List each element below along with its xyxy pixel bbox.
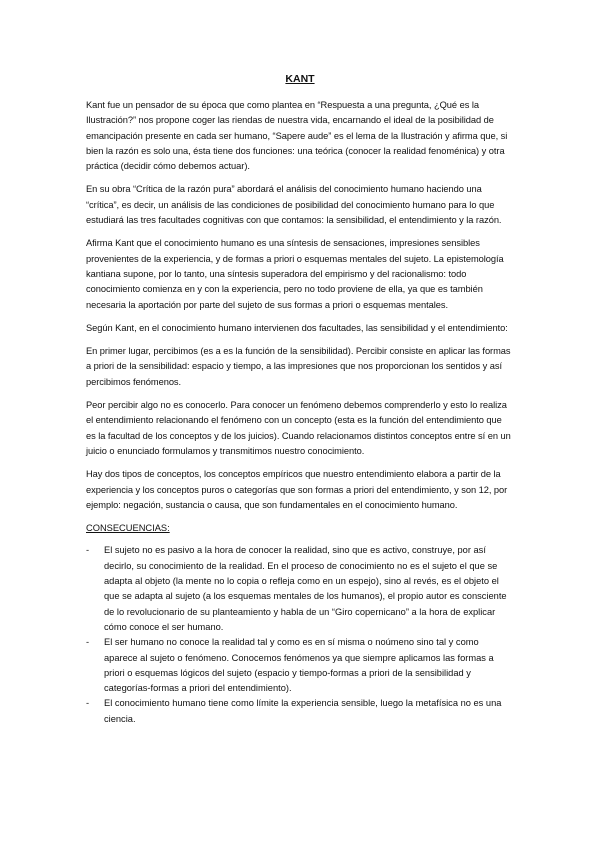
paragraph-entendimiento: Peor percibir algo no es conocerlo. Para conocer un fenómeno debemos comprenderlo y esto lo realiza el entendimiento relacionando el fenómeno con un concepto (esta es la función del entendimiento que es la facultad de los conceptos y de los juicios). Cuando relacionamos distintos conceptos entre sí en un juicio o enunciado formulamos y transmitimos nuestro conocimiento.	[86, 400, 511, 456]
list-item	[86, 635, 514, 696]
paragraph-critica: En su obra “Crítica de la razón pura” abordará el análisis del conocimiento humano haciendo una “crítica”, es decir, un análisis de las condiciones de posibilidad del conocimiento humano para lo que estudiará las tres facultades cognitivas con que contamos: la sensibilidad, el entendimiento y la razón.	[86, 184, 502, 226]
bullet-marker: -	[86, 637, 90, 648]
bullet-marker: -	[86, 545, 90, 556]
consequences-list	[86, 543, 514, 727]
paragraph-sintesis: Afirma Kant que el conocimiento humano es una síntesis de sensaciones, impresiones sensibles provenientes de la experiencia, y de formas a priori o esquemas mentales del sujeto. La epistemología kantiana supone, por lo tanto, una síntesis superadora del empirismo y del racionalismo: todo conocimiento comienza en y con la experiencia, pero no todo proviene de ella, ya que es también necesaria la aportación por parte del sujeto de sus formas a priori o esquemas mentales.	[86, 238, 504, 310]
paragraph-conceptos: Hay dos tipos de conceptos, los conceptos empíricos que nuestro entendimiento elabora a partir de la experiencia y los conceptos puros o categorías que son formas a priori del entendimiento, y son 12, por ejemplo: negación, sustancia o causa, que son fundamentales en el conocimiento humano.	[86, 469, 508, 510]
bullet-marker: -	[86, 698, 90, 709]
paragraph-sensibilidad: En primer lugar, percibimos (es a es la función de la sensibilidad). Percibir consiste en aplicar las formas a priori de la sensibilidad: espacio y tiempo, a las impresiones que nos proporcionan los sentidos y así percibimos fenómenos.	[86, 346, 511, 387]
list-item	[86, 696, 514, 727]
consequences-heading: CONSECUENCIAS:	[86, 523, 170, 534]
paragraph-intro: Kant fue un pensador de su época que como plantea en “Respuesta a una pregunta, ¿Qué es la Ilustración?” nos propone coger las riendas de nuestra vida, encarnando el ideal de la posibilidad de emancipación presente en cada ser humano, “Sapere aude” es el lema de la Ilustración y afirma que, si bien la razón es solo una, ésta tiene dos funciones: una teórica (conocer la realidad fenoménica) y otra práctica (decidir cómo debemos actuar).	[86, 100, 508, 172]
list-item-text: El conocimiento humano tiene como límite la experiencia sensible, luego la metafísica no es una ciencia.	[104, 698, 502, 724]
list-item-text: El ser humano no conoce la realidad tal y como es en sí misma o noúmeno sino tal y como aparece al sujeto o fenómeno. Conocemos fenómenos ya que siempre aplicamos las formas a priori o esquemas lógicos del sujeto (espacio y tiempo-formas a priori de la sensibilidad y categorías-formas a priori del entendimiento).	[104, 637, 494, 694]
paragraph-facultades: Según Kant, en el conocimiento humano intervienen dos facultades, las sensibilidad y el entendimiento:	[86, 322, 508, 333]
list-item	[86, 543, 514, 635]
list-item-text: El sujeto no es pasivo a la hora de conocer la realidad, sino que es activo, construye, por así decirlo, su conocimiento de la realidad. En el proceso de conocimiento no es el sujeto el que se adapta al objeto (la mente no lo copia o refleja como en un espejo), sino al revés, es el objeto el que se adapta al sujeto (a los esquemas mentales de los humanos), el propio autor es consciente de lo revolucionario de su planteamiento y habla de un “Giro copernicano” a la hora de explicar cómo conoce el ser humano.	[104, 545, 507, 632]
document-title: KANT	[285, 73, 315, 85]
